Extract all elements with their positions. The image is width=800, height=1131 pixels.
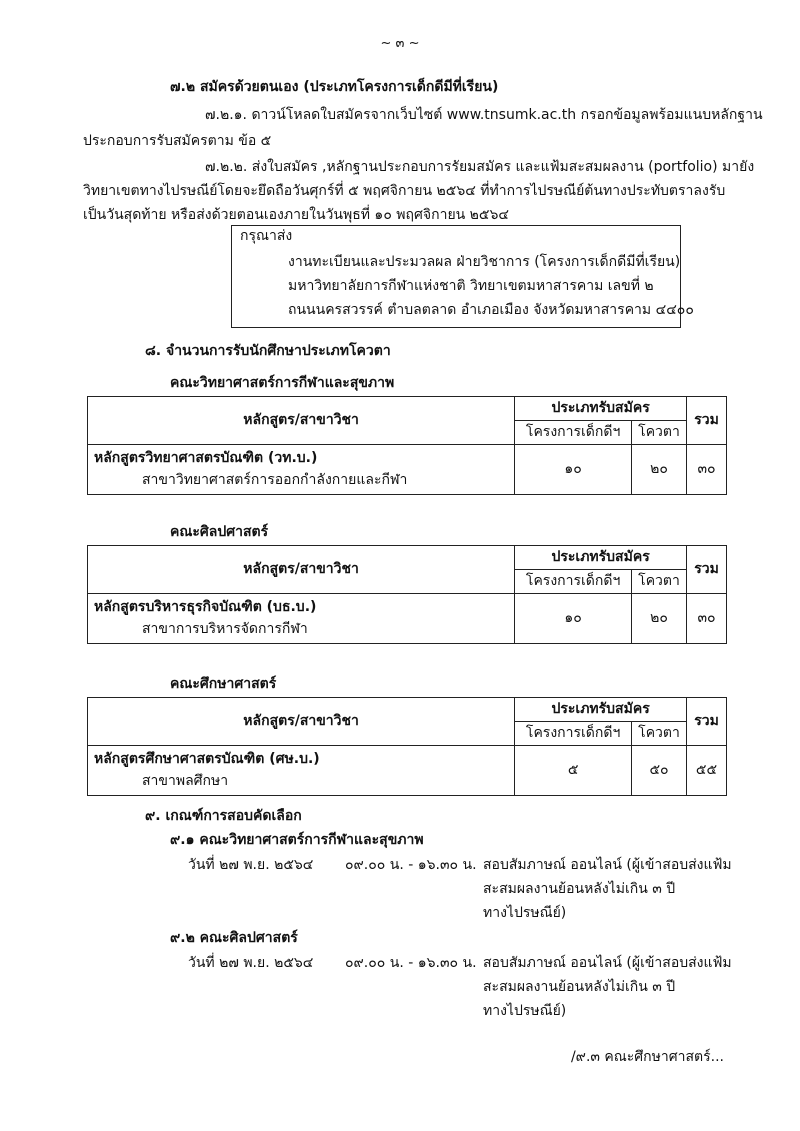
total-count: ๓๐ (687, 445, 727, 495)
major-name: สาขาการบริหารจัดการกีฬา (142, 621, 308, 638)
exam-time: ๐๙.๐๐ น. - ๑๖.๓๐ น. (345, 955, 477, 971)
faculty-name: คณะวิทยาศาสตร์การกีฬาและสุขภาพ (170, 375, 395, 391)
program-name: หลักสูตรวิทยาศาสตรบัณฑิต (วท.บ.) (94, 450, 318, 466)
quota-table (87, 545, 727, 644)
project-count: ๑๐ (515, 594, 632, 644)
address-box (231, 225, 694, 328)
quota-count: ๒๐ (632, 445, 687, 495)
section-9-1-heading: ๙.๑ คณะวิทยาศาสตร์การกีฬาและสุขภาพ (170, 832, 424, 848)
quota-count: ๒๐ (632, 594, 687, 644)
quota-count: ๕๐ (632, 746, 687, 796)
table-row (88, 746, 727, 796)
address-line-3: ถนนนครสวรรค์ ตำบลตลาด อำเภอเมือง จังหวัดมหาสารคาม ๔๔๐๐ (288, 302, 694, 318)
section-7-2-heading: ๗.๒ สมัครด้วยตนเอง (ประเภทโครงการเด็กดีมีที่เรียน) (170, 79, 499, 95)
project-count: ๑๐ (515, 445, 632, 495)
section-7-2-1-line2: ประกอบการรับสมัครตาม ข้อ ๕ (83, 133, 272, 149)
header-total: รวม (687, 397, 727, 445)
program-name: หลักสูตรศึกษาศาสตรบัณฑิต (ศษ.บ.) (94, 751, 320, 767)
exam-desc-line3: ทางไปรษณีย์) (483, 905, 567, 921)
header-total: รวม (687, 546, 727, 594)
section-9-2-heading: ๙.๒ คณะศิลปศาสตร์ (170, 930, 298, 946)
program-name: หลักสูตรบริหารธุรกิจบัณฑิต (บธ.บ.) (94, 599, 317, 615)
section-7-2-2-line1: ๗.๒.๒. ส่งใบสมัคร ,หลักฐานประกอบการรัยมสมัคร และแฟ้มสะสมผลงาน (portfolio) มายัง (205, 159, 755, 175)
section-7-2-2-line2: วิทยาเขตทางไปรษณีย์โดยจะยึดถือวันศุกร์ที่ ๕ พฤศจิกายน ๒๕๖๔ ที่ทำการไปรษณีย์ต้นทางประทับตราลงรับ (83, 183, 726, 199)
table-row (88, 445, 727, 495)
major-name: สาขาพลศึกษา (142, 773, 229, 790)
header-project: โครงการเด็กดีฯ (515, 722, 632, 746)
header-project: โครงการเด็กดีฯ (515, 570, 632, 594)
quota-table (87, 697, 727, 796)
header-category: ประเภทรับสมัคร (515, 397, 687, 421)
header-program: หลักสูตร/สาขาวิชา (88, 397, 515, 445)
exam-desc-line3: ทางไปรษณีย์) (483, 1003, 567, 1019)
faculty-name: คณะศึกษาศาสตร์ (170, 676, 277, 692)
exam-desc-line2: สะสมผลงานย้อนหลังไม่เกิน ๓ ปี (483, 881, 676, 897)
major-name: สาขาวิทยาศาสตร์การออกกำลังกายและกีฬา (142, 472, 408, 489)
project-count: ๕ (515, 746, 632, 796)
program-cell (88, 445, 515, 495)
address-label: กรุณาส่ง (240, 228, 293, 244)
address-line-1: งานทะเบียนและประมวลผล ฝ่ายวิชาการ (โครงการเด็กดีมีที่เรียน) (288, 254, 681, 270)
exam-date: วันที่ ๒๗ พ.ย. ๒๕๖๔ (188, 857, 314, 873)
header-category: ประเภทรับสมัคร (515, 698, 687, 722)
exam-time: ๐๙.๐๐ น. - ๑๖.๓๐ น. (345, 857, 477, 873)
header-program: หลักสูตร/สาขาวิชา (88, 546, 515, 594)
header-quota: โควตา (632, 570, 687, 594)
faculty-name: คณะศิลปศาสตร์ (170, 524, 269, 540)
header-total: รวม (687, 698, 727, 746)
total-count: ๓๐ (687, 594, 727, 644)
section-7-2-1-line1: ๗.๒.๑. ดาวน์โหลดใบสมัครจากเว็บไซต์ www.tnsumk.ac.th กรอกข้อมูลพร้อมแนบหลักฐาน (205, 107, 763, 123)
page-number: ~ ๓ ~ (380, 36, 420, 51)
total-count: ๕๕ (687, 746, 727, 796)
header-quota: โควตา (632, 421, 687, 445)
section-7-2-2-line3: เป็นวันสุดท้าย หรือส่งด้วยตอนเองภายในวันพุธที่ ๑๐ พฤศจิกายน ๒๕๖๔ (83, 207, 509, 223)
program-cell (88, 594, 515, 644)
continuation-note: /๙.๓ คณะศึกษาศาสตร์... (570, 1049, 724, 1065)
program-cell (88, 746, 515, 796)
exam-desc-line1: สอบสัมภาษณ์ ออนไลน์ (ผู้เข้าสอบส่งแฟ้ม (483, 857, 732, 873)
address-line-2: มหาวิทยาลัยการกีฬาแห่งชาติ วิทยาเขตมหาสารคาม เลขที่ ๒ (288, 278, 654, 294)
exam-desc-line1: สอบสัมภาษณ์ ออนไลน์ (ผู้เข้าสอบส่งแฟ้ม (483, 955, 732, 971)
header-program: หลักสูตร/สาขาวิชา (88, 698, 515, 746)
header-category: ประเภทรับสมัคร (515, 546, 687, 570)
quota-table (87, 396, 727, 495)
section-8-heading: ๘. จำนวนการรับนักศึกษาประเภทโควตา (145, 343, 391, 359)
exam-date: วันที่ ๒๗ พ.ย. ๒๕๖๔ (188, 955, 314, 971)
section-9-heading: ๙. เกณฑ์การสอบคัดเลือก (145, 808, 302, 824)
header-quota: โควตา (632, 722, 687, 746)
header-project: โครงการเด็กดีฯ (515, 421, 632, 445)
exam-desc-line2: สะสมผลงานย้อนหลังไม่เกิน ๓ ปี (483, 979, 676, 995)
table-row (88, 594, 727, 644)
